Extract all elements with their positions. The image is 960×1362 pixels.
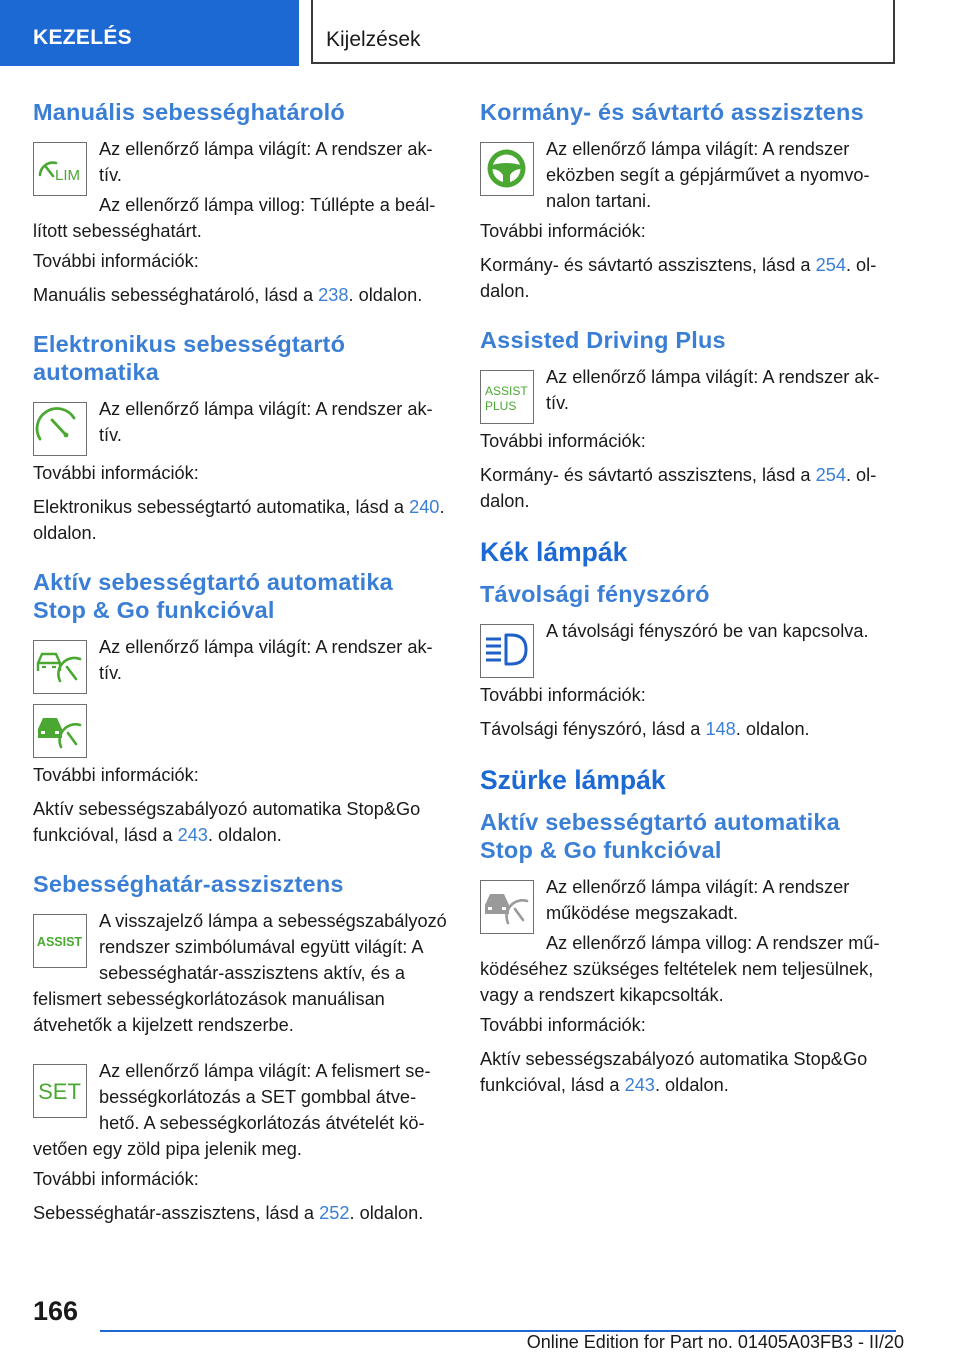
heading-active-cruise-stop-go: Aktív sebességtartó automatika Stop & Go funkcióval bbox=[33, 569, 393, 623]
entry-high-beam bbox=[480, 618, 896, 682]
page-link[interactable]: 148 bbox=[705, 719, 736, 739]
page-link[interactable]: 243 bbox=[624, 1075, 655, 1095]
page-link[interactable]: 240 bbox=[409, 497, 440, 517]
page-number: 166 bbox=[33, 1296, 79, 1326]
text: Az ellenőrző lámpa villog: Túllépte a beállított sebességhatárt. bbox=[33, 195, 436, 241]
more-info-label: További információk: bbox=[480, 221, 646, 241]
entry-speed-limit-assist bbox=[33, 908, 447, 1042]
entry-active-cruise-stop-go-grey bbox=[480, 874, 896, 1012]
assist-plus-icon bbox=[480, 370, 534, 424]
entry-manual-speed-limiter bbox=[33, 136, 447, 248]
heading-steering-lane-assist: Kormány- és sávtartó asszisztens bbox=[480, 99, 864, 125]
heading-blue-lamps: Kék lámpák bbox=[480, 537, 628, 567]
text: Az ellenőrző lámpa világít: A rendszer működése megszakadt. bbox=[546, 877, 850, 923]
entry-speed-limit-set bbox=[33, 1058, 447, 1166]
text: Az ellenőrző lámpa világít: A felismert sebességkorlátozás a SET gombbal átvehető. A sebességkorlátozás átvételét követően egy zöld pipa jelenik meg. bbox=[33, 1061, 431, 1159]
page-link[interactable]: 243 bbox=[177, 825, 208, 845]
assist-plus-icon-line2: PLUS bbox=[485, 399, 517, 413]
more-info-label: További információk: bbox=[480, 685, 646, 705]
set-icon-text: SET bbox=[38, 1079, 81, 1104]
text: A távolsági fényszóró be van kapcsolva. bbox=[546, 621, 869, 641]
entry-active-cruise-stop-go bbox=[33, 634, 447, 698]
assist-icon bbox=[33, 914, 87, 968]
more-info-label: További információk: bbox=[33, 251, 199, 271]
assist-plus-icon-line1: ASSIST bbox=[485, 384, 528, 398]
heading-assisted-driving-plus: Assisted Driving Plus bbox=[480, 327, 726, 353]
text: Az ellenőrző lámpa világít: A rendszer aktív. bbox=[99, 139, 433, 185]
more-info-label: További információk: bbox=[33, 463, 199, 483]
more-info-label: További információk: bbox=[33, 765, 199, 785]
heading-high-beam: Távolsági fényszóró bbox=[480, 581, 710, 607]
page-link[interactable]: 252 bbox=[319, 1203, 350, 1223]
page-link[interactable]: 254 bbox=[815, 465, 846, 485]
lim-icon-text: LIM bbox=[55, 167, 81, 184]
page-link[interactable]: 238 bbox=[318, 285, 349, 305]
reference: Aktív sebességszabályozó automatika Stop&Go funkcióval, lásd a 243. oldalon. bbox=[33, 799, 421, 845]
right-column bbox=[480, 98, 896, 1106]
reference: Kormány- és sávtartó asszisztens, lásd a 254. oldalon. bbox=[480, 465, 877, 511]
text: Az ellenőrző lámpa világít: A rendszer aktív. bbox=[546, 367, 880, 413]
reference: Sebességhatár-asszisztens, lásd a 252. oldalon. bbox=[33, 1203, 424, 1223]
heading-active-cruise-stop-go-grey: Aktív sebességtartó automatika Stop & Go funkcióval bbox=[480, 809, 840, 863]
steering-wheel-icon bbox=[480, 142, 534, 196]
entry-electronic-cruise-control bbox=[33, 396, 447, 460]
more-info-label: További információk: bbox=[480, 1015, 646, 1035]
heading-speed-limit-assist: Sebességhatár-asszisztens bbox=[33, 871, 344, 897]
text: Az ellenőrző lámpa világít: A rendszer aktív. bbox=[99, 399, 433, 445]
chapter-title: Kijelzések bbox=[311, 0, 895, 64]
reference: Manuális sebességhatároló, lásd a 238. oldalon. bbox=[33, 285, 423, 305]
active-cruise-grey-icon bbox=[480, 880, 534, 934]
text: Az ellenőrző lámpa villog: A rendszer működéséhez szükséges feltételek nem teljesülnek, vagy a rendszert kikapcsolták. bbox=[480, 933, 880, 1005]
entry-active-cruise-stop-go-filled bbox=[33, 698, 447, 762]
cruise-control-icon bbox=[33, 402, 87, 456]
text: A visszajelző lámpa a sebességszabályozó rendszer szimbólumával együtt világít: A sebességhatár-asszisztens aktív, és a felismert sebességkorlátozások manuálisan átvehetők a kijelzett rendszerbe. bbox=[33, 911, 447, 1035]
active-cruise-outline-icon bbox=[33, 640, 87, 694]
heading-manual-speed-limiter: Manuális sebességhatároló bbox=[33, 99, 345, 125]
active-cruise-filled-icon bbox=[33, 704, 87, 758]
speed-limiter-lim-icon bbox=[33, 142, 87, 196]
text: Az ellenőrző lámpa világít: A rendszer aktív. bbox=[99, 637, 433, 683]
page-link[interactable]: 254 bbox=[815, 255, 846, 275]
heading-electronic-cruise-control: Elektronikus sebességtartó automatika bbox=[33, 331, 346, 385]
heading-grey-lamps: Szürke lámpák bbox=[480, 765, 666, 795]
set-icon bbox=[33, 1064, 87, 1118]
more-info-label: További információk: bbox=[33, 1169, 199, 1189]
more-info-label: További információk: bbox=[480, 431, 646, 451]
reference: Távolsági fényszóró, lásd a 148. oldalon. bbox=[480, 719, 810, 739]
text: Az ellenőrző lámpa világít: A rendszer eközben segít a gépjárművet a nyomvonalon tartani. bbox=[546, 139, 870, 211]
reference: Kormány- és sávtartó asszisztens, lásd a 254. oldalon. bbox=[480, 255, 877, 301]
assist-icon-text: ASSIST bbox=[36, 935, 83, 949]
entry-steering-lane-assist bbox=[480, 136, 896, 218]
entry-assisted-driving-plus bbox=[480, 364, 896, 428]
reference: Aktív sebességszabályozó automatika Stop&Go funkcióval, lásd a 243. oldalon. bbox=[480, 1049, 868, 1095]
reference: Elektronikus sebességtartó automatika, lásd a 240. oldalon. bbox=[33, 497, 445, 543]
left-column bbox=[33, 98, 447, 1234]
high-beam-icon bbox=[480, 624, 534, 678]
footer-edition: Online Edition for Part no. 01405A03FB3 - II/20 bbox=[526, 1332, 904, 1352]
section-tab: KEZELÉS bbox=[0, 0, 299, 66]
